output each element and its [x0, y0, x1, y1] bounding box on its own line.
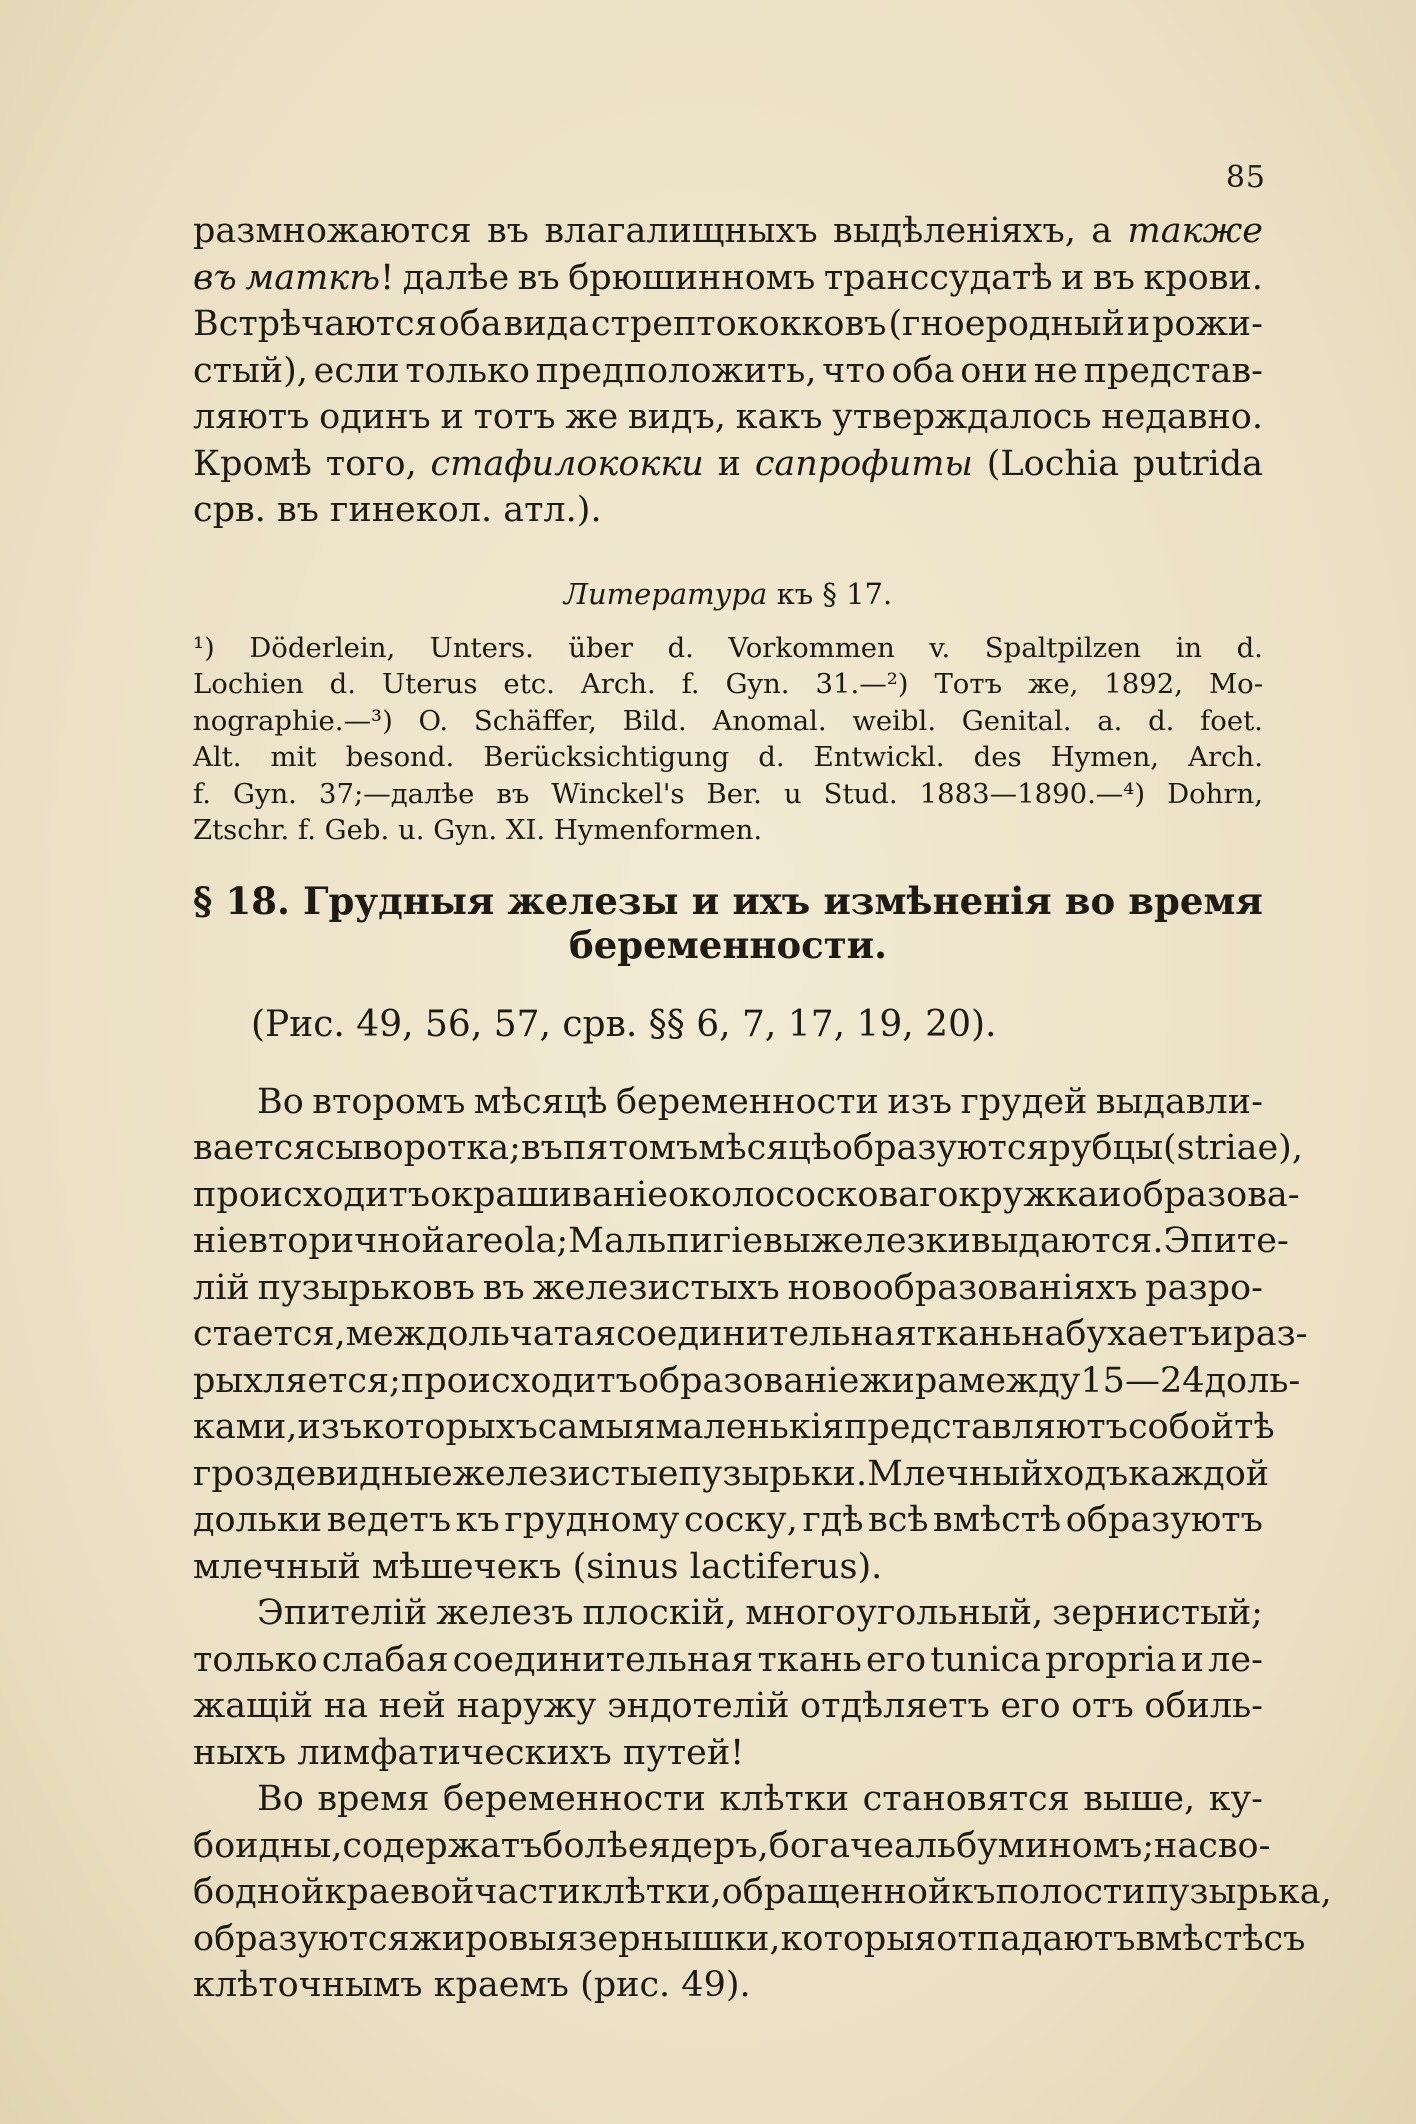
text-line	[193, 1590, 1263, 1637]
word: Spaltpilzen	[984, 631, 1142, 664]
word: и	[717, 443, 741, 484]
word: образова-	[1121, 1174, 1300, 1215]
word: всѣ	[868, 1500, 929, 1540]
text-line: клѣточнымъ краемъ (рис. 49).	[193, 1965, 751, 2005]
word: Entwickl.	[813, 741, 945, 773]
reference-line	[193, 703, 1263, 740]
word: размножаются	[193, 211, 472, 251]
heading-line	[193, 879, 1263, 923]
word: выдѣленіяхъ,	[833, 211, 1076, 251]
word: доль-	[1204, 1360, 1301, 1401]
references	[193, 630, 1263, 849]
word: гдѣ	[802, 1500, 864, 1540]
word: и	[1061, 257, 1085, 298]
word: если	[313, 350, 400, 391]
word: вторичной	[248, 1221, 445, 1261]
word: Uterus	[381, 668, 478, 700]
word: въ	[486, 211, 529, 251]
word: Ber.	[706, 777, 762, 810]
text-line	[193, 1311, 1308, 1358]
literature-title: Литература къ § 17.	[563, 576, 893, 611]
word: самыя	[537, 1407, 656, 1447]
word: d.	[758, 741, 785, 773]
word: лій	[193, 1267, 250, 1308]
word: стрептококковъ	[590, 304, 887, 344]
word: d.	[1148, 704, 1175, 737]
word: пузырьки.	[678, 1453, 868, 1494]
word: транссудатѣ	[823, 257, 1053, 298]
word: выше,	[1083, 1779, 1196, 1819]
text-line	[193, 1823, 1271, 1870]
word: брюшинномъ	[568, 257, 816, 298]
word: etc.	[503, 668, 555, 700]
word: оба	[891, 350, 955, 391]
word: mit	[270, 741, 317, 773]
word: des	[973, 741, 1022, 773]
text-line	[193, 301, 1263, 348]
word: nographie.—³)	[193, 704, 393, 737]
word: ніе	[193, 1221, 249, 1261]
word: ней	[378, 1686, 446, 1726]
word: же,	[1028, 668, 1079, 700]
word: соску,	[684, 1500, 798, 1540]
word: Arch.	[580, 668, 656, 700]
word: Hymen,	[1050, 741, 1160, 773]
word: обиль-	[1144, 1686, 1263, 1726]
word: Alt.	[193, 741, 242, 773]
word: грудному	[504, 1500, 680, 1540]
word: и	[440, 397, 464, 437]
word: и	[1098, 1174, 1122, 1215]
word: отпадаютъ	[936, 1918, 1136, 1959]
heading-line: беременности.	[569, 922, 887, 967]
word: Мальпигіевы	[568, 1221, 811, 1261]
word: его	[865, 1639, 927, 1680]
word: пузырька,	[1145, 1872, 1332, 1912]
text-line	[193, 1497, 1263, 1544]
word: въ	[193, 257, 237, 298]
word: f.	[681, 668, 700, 700]
text-line	[193, 1404, 1275, 1451]
word: железистыхъ	[532, 1267, 780, 1308]
word: Mo-	[1208, 668, 1263, 700]
text-line	[193, 1776, 1263, 1823]
word: propria	[1045, 1639, 1177, 1680]
text-line	[193, 394, 1263, 441]
word: какъ	[735, 397, 823, 437]
word: Berücksichtigung	[483, 741, 730, 773]
text-line	[193, 1265, 1263, 1312]
word: f.	[193, 777, 211, 810]
word: къ	[455, 1500, 500, 1540]
word: besond.	[345, 741, 455, 773]
word: и	[691, 878, 720, 923]
word: Эпите-	[1163, 1221, 1289, 1261]
word: маленькія	[655, 1407, 844, 1447]
word: въ	[520, 1128, 563, 1168]
word: второмъ	[312, 1081, 466, 1122]
word: Gyn.	[725, 668, 790, 700]
text-line	[193, 1218, 1289, 1265]
word: эндотелій	[607, 1686, 790, 1726]
word: Döderlein,	[249, 631, 396, 664]
word: многоугольный,	[745, 1593, 1044, 1633]
word: происходитъ	[400, 1360, 638, 1401]
word: über	[568, 631, 634, 664]
word: Lochien	[193, 668, 304, 700]
word: болѣе	[542, 1825, 649, 1866]
word: беременности	[615, 1081, 879, 1122]
word: полости	[995, 1872, 1146, 1912]
word: Winckel's	[551, 777, 685, 810]
text-line: срв. въ гинекол. атл.).	[193, 490, 602, 530]
word: железки	[810, 1221, 971, 1261]
word: клѣтки,	[580, 1872, 722, 1912]
word: что	[822, 350, 886, 391]
word: во	[1064, 878, 1116, 923]
word: на	[323, 1686, 368, 1726]
section-heading	[193, 879, 1263, 967]
word: Vorkommen	[728, 631, 895, 664]
text-line	[193, 441, 1263, 488]
word: Schäffer,	[473, 704, 597, 737]
word: части	[474, 1872, 581, 1912]
word: Эпителій	[257, 1593, 428, 1633]
word: только	[193, 1639, 318, 1680]
word: мѣсяцѣ	[698, 1128, 832, 1168]
word: боидны,	[193, 1825, 343, 1866]
word: дольки	[193, 1500, 323, 1540]
word: а	[1091, 211, 1113, 251]
word: беременности	[442, 1779, 706, 1819]
word: одинъ	[319, 397, 431, 437]
word: (Lochia	[986, 443, 1119, 484]
word: (гноеродный	[888, 304, 1125, 344]
word: мѣсяцѣ	[473, 1081, 608, 1122]
word: Во	[257, 1779, 304, 1819]
word: O.	[418, 704, 449, 737]
word: альбуминомъ;	[893, 1825, 1155, 1866]
word: стафилококки	[430, 443, 704, 484]
word: d.	[329, 668, 357, 700]
word: сво-	[1198, 1825, 1271, 1866]
word: въ	[517, 257, 560, 298]
word: Грудныя	[302, 878, 495, 923]
word: вида	[503, 304, 589, 344]
word: вмѣстѣ	[933, 1500, 1062, 1540]
word: ку-	[1208, 1779, 1263, 1819]
word: ведетъ	[326, 1500, 452, 1540]
word: рожи-	[1152, 304, 1263, 344]
word: тѣ	[1234, 1407, 1275, 1447]
word: краевой	[324, 1872, 475, 1912]
text-line	[193, 1358, 1301, 1405]
word: того,	[325, 443, 417, 484]
word: Кромѣ	[193, 443, 312, 484]
word: u	[783, 777, 802, 810]
word: §	[193, 878, 213, 923]
word: Bild.	[622, 704, 687, 737]
word: ихъ	[732, 878, 811, 923]
word: Gyn.	[232, 777, 297, 810]
word: in	[1175, 631, 1203, 664]
reference-line	[193, 776, 1263, 813]
word: ле-	[1208, 1639, 1263, 1680]
word: отдѣляетъ	[800, 1686, 990, 1726]
word: weibl.	[852, 704, 937, 737]
word: изъ	[887, 1081, 952, 1122]
word: въ	[482, 1267, 525, 1308]
word: стается,	[193, 1314, 346, 1354]
word: ¹)	[193, 631, 215, 664]
text-line	[193, 1869, 1332, 1916]
word: измѣненія	[823, 878, 1052, 923]
word: утверждалось	[832, 397, 1092, 437]
text-line	[193, 208, 1263, 255]
word: рыхляется;	[193, 1360, 401, 1401]
word: жащій	[193, 1686, 314, 1726]
word: съ	[1263, 1918, 1306, 1959]
word: Anomal.	[712, 704, 827, 737]
word: время	[1128, 878, 1263, 923]
word: окрашиваніе	[430, 1174, 668, 1215]
word: слабая	[321, 1639, 449, 1680]
word: Млечный	[867, 1453, 1044, 1494]
page-content	[193, 208, 1332, 2009]
text-line	[193, 348, 1263, 395]
word: (striae),	[1162, 1128, 1303, 1168]
word: зернышки,	[578, 1918, 781, 1959]
word: вается	[193, 1128, 316, 1168]
reference-line	[193, 630, 1263, 667]
word: 1892,	[1104, 668, 1184, 700]
paragraph-1	[193, 208, 1263, 534]
word: гроздевидные	[193, 1453, 453, 1494]
word: 18.	[225, 878, 290, 923]
word: и	[1209, 1314, 1234, 1354]
paragraph-3	[193, 1590, 1263, 1776]
word: плоскій,	[582, 1593, 737, 1633]
word: каждой	[1128, 1453, 1270, 1494]
word: только	[405, 350, 530, 391]
word: маткѣ!	[245, 257, 395, 298]
reference-line: Ztschr. f. Geb. u. Gyn. XI. Hymenformen.	[193, 814, 763, 846]
word: происходитъ	[193, 1174, 431, 1215]
word: также	[1127, 211, 1263, 251]
word: и	[1126, 304, 1151, 344]
word: Встрѣчаются	[193, 304, 437, 344]
word: образованіе	[637, 1360, 860, 1401]
section-subheading	[193, 1001, 1263, 1049]
word: новообразованіяхъ	[787, 1267, 1138, 1308]
word: оба	[438, 304, 502, 344]
word: они	[960, 350, 1029, 391]
word: Arch.	[1188, 741, 1263, 773]
word: междольчатая	[345, 1314, 617, 1354]
text-line	[193, 1916, 1306, 1963]
word: въ	[1092, 257, 1135, 298]
word: которыхъ	[362, 1407, 538, 1447]
text-line	[193, 1125, 1303, 1172]
word: железы	[507, 878, 679, 923]
reference-line	[193, 666, 1263, 703]
text-line: ныхъ лимфатическихъ путей!	[193, 1732, 745, 1773]
word: пузырьковъ	[257, 1267, 475, 1308]
word: и	[1180, 1639, 1205, 1680]
word: обращенной	[721, 1872, 952, 1912]
word: putrida	[1132, 443, 1263, 484]
word: крови.	[1143, 257, 1263, 298]
word: ткань	[757, 1639, 862, 1680]
word: жировыя	[409, 1918, 579, 1959]
word: на	[1154, 1825, 1199, 1866]
word: тотъ	[473, 397, 556, 437]
word: наружу	[456, 1686, 597, 1726]
word: d.	[1236, 631, 1263, 664]
word: образуютъ	[1065, 1500, 1263, 1540]
text-line	[193, 1637, 1263, 1684]
word: образуются	[831, 1128, 1049, 1168]
word: представляютъ	[843, 1407, 1128, 1447]
word: 37;—далѣе	[318, 777, 475, 810]
word: соединительная	[452, 1639, 754, 1680]
word: сыворотка;	[315, 1128, 521, 1168]
word: содержатъ	[342, 1825, 543, 1866]
word: пятомъ	[562, 1128, 699, 1168]
word: рубцы	[1048, 1128, 1163, 1168]
word: время	[317, 1779, 430, 1819]
word: изъ	[297, 1407, 363, 1447]
word: areola;	[444, 1221, 569, 1261]
word: недавно.	[1101, 397, 1263, 437]
word: околососковаго	[667, 1174, 959, 1215]
word: соединительная	[616, 1314, 917, 1354]
word: влагалищныхъ	[544, 211, 818, 251]
word: Dohrn,	[1167, 777, 1263, 810]
word: предположить,	[535, 350, 817, 391]
word: 31.—²)	[815, 668, 909, 700]
word: собой	[1127, 1407, 1235, 1447]
paragraph-2	[193, 1079, 1308, 1591]
word: клѣтки	[719, 1779, 850, 1819]
word: не	[1033, 350, 1078, 391]
word: въ	[496, 777, 530, 810]
word: богаче	[768, 1825, 894, 1866]
word: бодной	[193, 1872, 325, 1912]
word: ляютъ	[193, 397, 310, 437]
word: железъ	[436, 1593, 574, 1633]
word: зернистый;	[1052, 1593, 1263, 1633]
word: Stud.	[823, 777, 898, 810]
word: разро-	[1145, 1267, 1263, 1308]
word: Unters.	[429, 631, 534, 664]
word: ходъ	[1043, 1453, 1129, 1494]
word: кружка	[958, 1174, 1099, 1215]
word: ткань	[916, 1314, 1022, 1354]
word: tunica	[930, 1639, 1042, 1680]
word: видъ,	[627, 397, 726, 437]
word: Во	[257, 1081, 304, 1122]
reference-line	[193, 739, 1263, 776]
word: его	[1000, 1686, 1061, 1726]
word: d.	[667, 631, 694, 664]
word: между	[958, 1360, 1081, 1401]
subheading-line: (Рис. 49, 56, 57, срв. §§ 6, 7, 17, 19, 20).	[251, 1003, 997, 1045]
word: железистые	[452, 1453, 679, 1494]
text-line: млечный мѣшечекъ (sinus lactiferus).	[193, 1546, 883, 1587]
text-line	[193, 1079, 1263, 1126]
word: a.	[1097, 704, 1123, 737]
word: представ-	[1083, 350, 1263, 391]
word: которыя	[780, 1918, 937, 1959]
text-line	[193, 1172, 1300, 1219]
word: ками,	[193, 1407, 298, 1447]
text-line	[193, 1683, 1263, 1730]
word: образуются	[193, 1918, 410, 1959]
word: ядеръ,	[648, 1825, 769, 1866]
word: 15—24	[1080, 1360, 1205, 1401]
word: же	[565, 397, 619, 437]
word: жира	[859, 1360, 959, 1401]
word: становятся	[862, 1779, 1070, 1819]
word: раз-	[1233, 1314, 1308, 1354]
word: v.	[929, 631, 951, 664]
text-line	[193, 255, 1263, 302]
word: сапрофиты	[754, 443, 973, 484]
word: Genital.	[961, 704, 1072, 737]
word: стый),	[193, 350, 308, 391]
word: 1883—1890.—⁴)	[919, 777, 1146, 810]
word: выдавли-	[1095, 1081, 1263, 1122]
word: къ	[951, 1872, 996, 1912]
word: foet.	[1200, 704, 1263, 737]
word: вмѣстѣ	[1135, 1918, 1264, 1959]
word: далѣе	[402, 257, 510, 298]
word: Тотъ	[934, 668, 1003, 700]
page-number: 85	[1225, 160, 1266, 195]
paragraph-4	[193, 1776, 1332, 2009]
word: выдаются.	[970, 1221, 1164, 1261]
text-line	[193, 1451, 1270, 1498]
word: набухаетъ	[1021, 1314, 1210, 1354]
word: грудей	[960, 1081, 1088, 1122]
word: отъ	[1071, 1686, 1134, 1726]
